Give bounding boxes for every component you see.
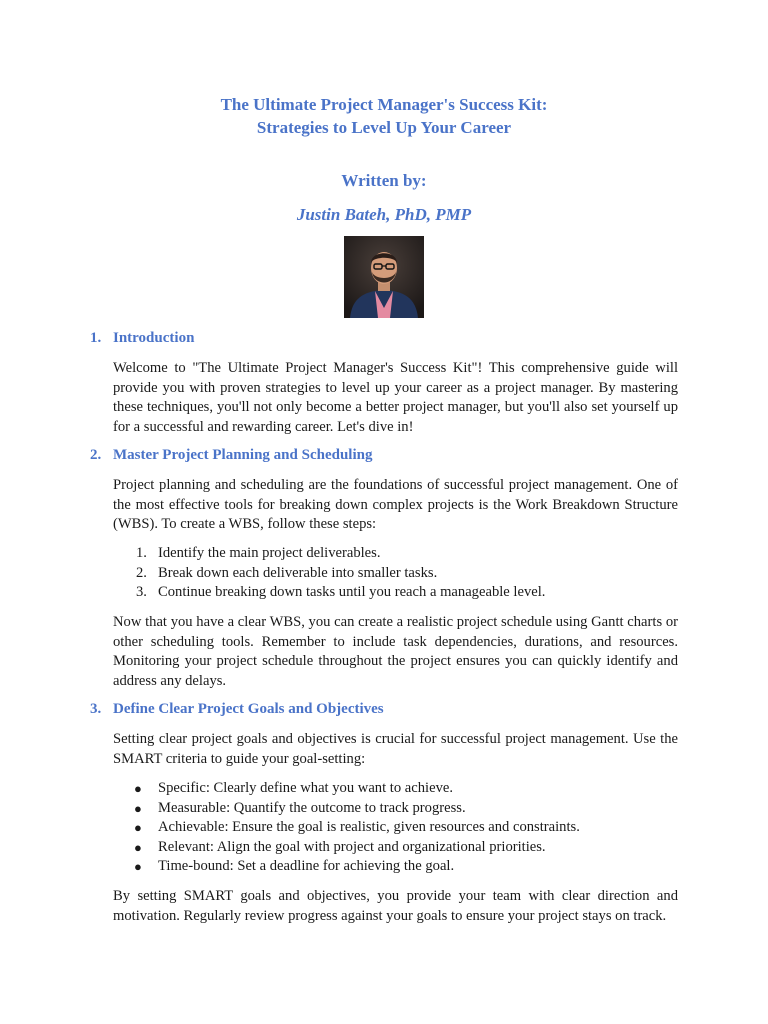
bullet-icon: ● <box>134 839 142 855</box>
list-item <box>113 583 678 603</box>
smart-criteria-list <box>113 779 678 877</box>
list-item-text: Achievable: Ensure the goal is realistic, given resources and constraints. <box>158 819 580 836</box>
list-item-text: Identify the main project deliverables. <box>158 545 381 561</box>
bullet-icon: ● <box>134 800 142 816</box>
list-item <box>113 818 678 838</box>
section-title: Introduction <box>113 330 195 346</box>
list-item-text: Continue breaking down tasks until you reach a manageable level. <box>158 584 546 601</box>
bullet-icon: ● <box>134 781 142 796</box>
list-item <box>113 857 678 877</box>
bullet-icon: ● <box>134 820 142 836</box>
smart-summary-paragraph: By setting SMART goals and objectives, you provide your team with clear direction and motivation. Regularly review progress against your goals to ensure your project stays on track. <box>113 888 678 924</box>
section-number: 2. <box>90 447 102 463</box>
planning-paragraph: Project planning and scheduling are the foundations of successful project management. One of the most effective tools for breaking down complex projects is the Work Breakdown Structure (WBS). To create a WBS, follow these steps: <box>113 477 678 533</box>
written-by-label: Written by: <box>341 171 427 190</box>
list-item-text: Measurable: Quantify the outcome to track progress. <box>158 799 466 816</box>
section-heading-introduction <box>90 330 194 347</box>
wbs-steps-list <box>113 544 678 603</box>
author-photo <box>344 236 424 318</box>
list-item <box>113 544 678 564</box>
introduction-paragraph: Welcome to "The Ultimate Project Manager's Success Kit"! This comprehensive guide will provide you with proven strategies to level up your career as a project manager. By mastering these techniques, you'll not only become a better project manager, but you'll also set yourself up for a successful and rewarding career. Let's dive in! <box>113 360 678 435</box>
list-marker: 3. <box>136 584 147 601</box>
document-title-line-1: The Ultimate Project Manager's Success Kit: <box>220 95 548 114</box>
section-title: Master Project Planning and Scheduling <box>113 447 373 463</box>
section-number: 3. <box>90 701 102 717</box>
list-item-text: Relevant: Align the goal with project and organizational priorities. <box>158 838 546 855</box>
schedule-paragraph: Now that you have a clear WBS, you can create a realistic project schedule using Gantt charts or other scheduling tools. Remember to include task dependencies, durations, and resources. Monitoring your project schedule throughout the project ensures you can quickly identify and address any delays. <box>113 614 678 689</box>
list-marker: 2. <box>136 564 147 581</box>
author-name: Justin Bateh, PhD, PMP <box>296 205 472 224</box>
list-item-text: Time-bound: Set a deadline for achieving the goal. <box>158 858 455 875</box>
section-heading-goals <box>90 701 384 718</box>
list-marker: 1. <box>136 545 147 561</box>
section-number: 1. <box>90 330 102 346</box>
list-item <box>113 799 678 819</box>
document-title-line-2: Strategies to Level Up Your Career <box>256 118 512 137</box>
section-title: Define Clear Project Goals and Objectives <box>113 701 384 717</box>
list-item <box>113 564 678 584</box>
bullet-icon: ● <box>134 859 142 875</box>
list-item <box>113 779 678 799</box>
list-item-text: Break down each deliverable into smaller tasks. <box>158 564 438 581</box>
goals-paragraph: Setting clear project goals and objectives is crucial for successful project management. Use the SMART criteria to guide your goal-setting: <box>113 731 678 767</box>
list-item-text: Specific: Clearly define what you want to achieve. <box>158 780 454 796</box>
list-item <box>113 838 678 858</box>
section-heading-planning <box>90 447 372 464</box>
